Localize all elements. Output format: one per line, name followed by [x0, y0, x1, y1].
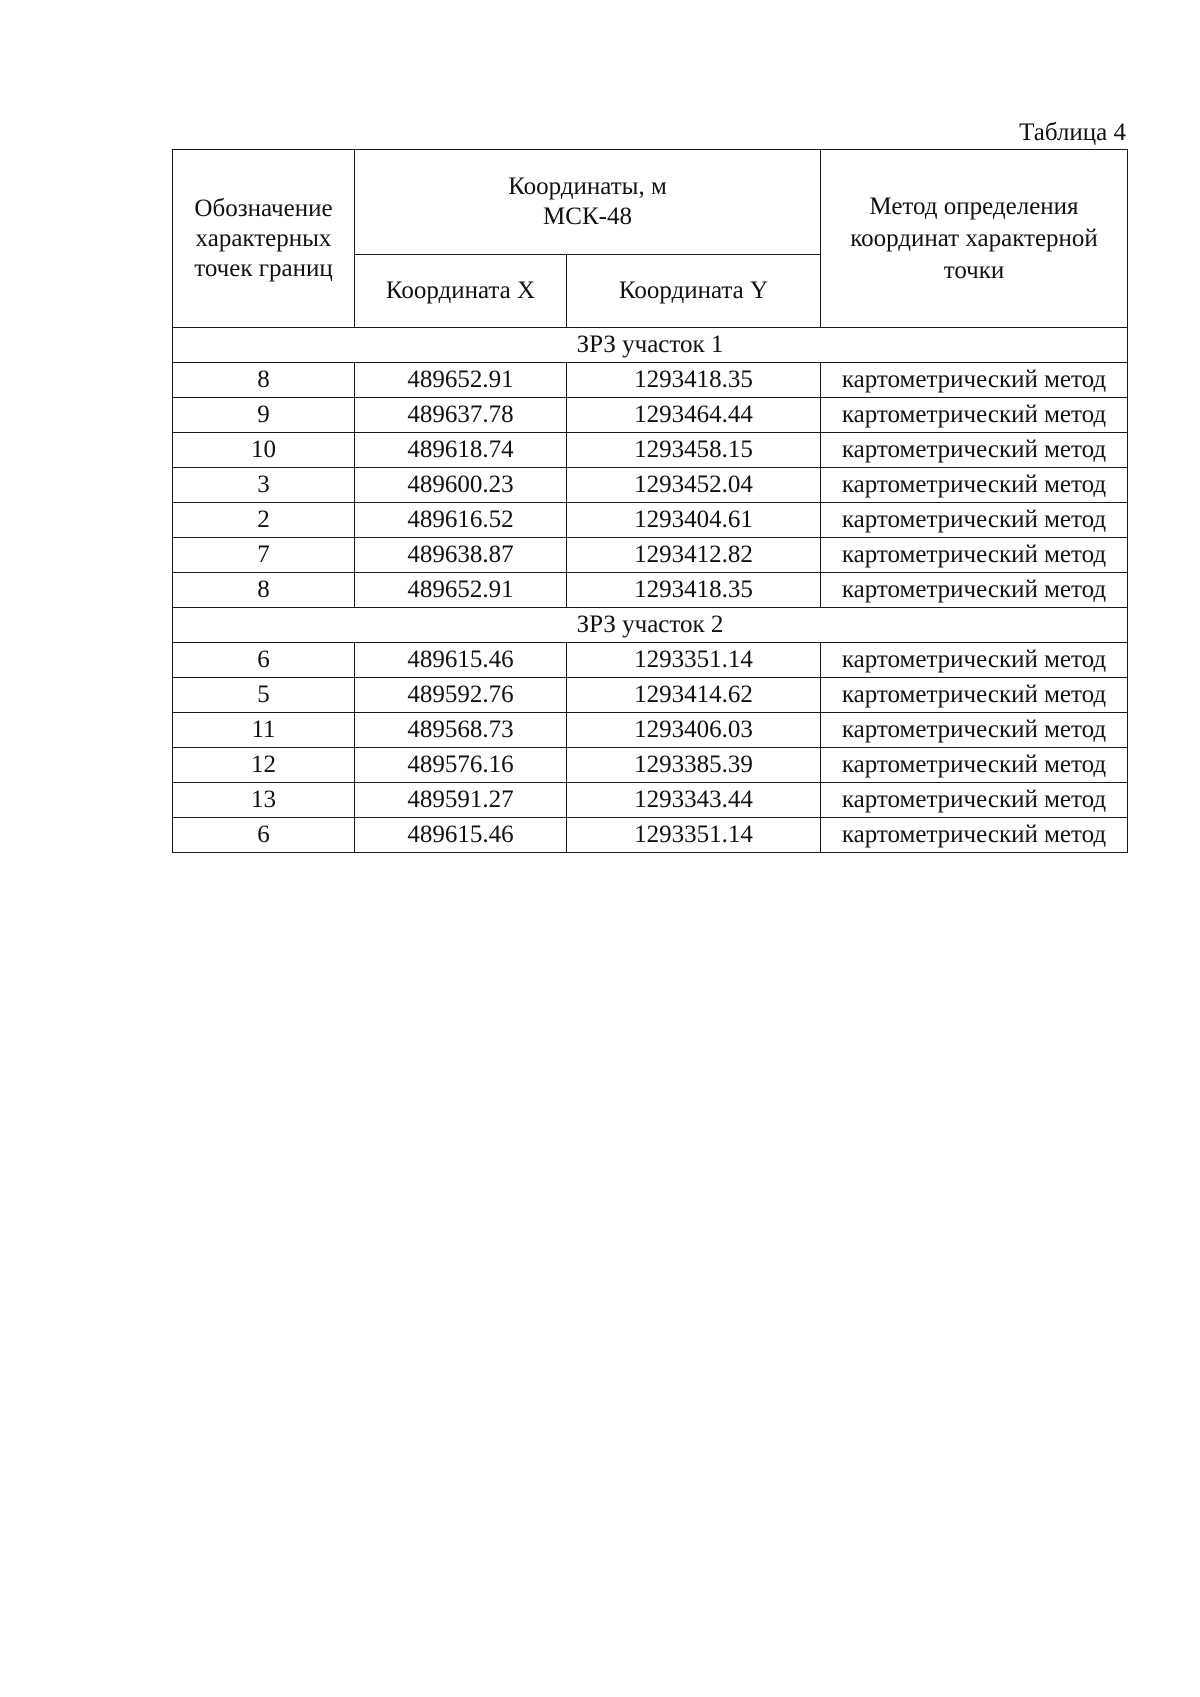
- table-row: [173, 713, 1128, 748]
- x-cell: 489616.52: [355, 503, 567, 538]
- y-cell: 1293404.61: [567, 503, 821, 538]
- method-cell: картометрический метод: [821, 363, 1128, 398]
- method-cell: картометрический метод: [821, 643, 1128, 678]
- table-caption: Таблица 4: [1019, 119, 1126, 146]
- table-row: [173, 398, 1128, 433]
- y-cell: 1293452.04: [567, 468, 821, 503]
- section-row: [173, 328, 1128, 363]
- x-cell: 489568.73: [355, 713, 567, 748]
- point-cell: 8: [173, 363, 355, 398]
- point-cell: 5: [173, 678, 355, 713]
- x-cell: 489652.91: [355, 573, 567, 608]
- x-cell: 489576.16: [355, 748, 567, 783]
- point-cell: 8: [173, 573, 355, 608]
- y-cell: 1293351.14: [567, 818, 821, 853]
- table-row: [173, 468, 1128, 503]
- table-row: [173, 363, 1128, 398]
- point-cell: 13: [173, 783, 355, 818]
- x-cell: 489615.46: [355, 643, 567, 678]
- method-cell: картометрический метод: [821, 398, 1128, 433]
- x-cell: 489615.46: [355, 818, 567, 853]
- x-cell: 489591.27: [355, 783, 567, 818]
- point-cell: 9: [173, 398, 355, 433]
- y-cell: 1293464.44: [567, 398, 821, 433]
- table-row: [173, 433, 1128, 468]
- method-cell: картометрический метод: [821, 503, 1128, 538]
- method-cell: картометрический метод: [821, 713, 1128, 748]
- table-row: [173, 538, 1128, 573]
- header-coordinate-y: Координата Y: [567, 255, 821, 328]
- y-cell: 1293343.44: [567, 783, 821, 818]
- method-cell: картометрический метод: [821, 748, 1128, 783]
- table-body: [173, 328, 1128, 853]
- point-cell: 6: [173, 643, 355, 678]
- method-cell: картометрический метод: [821, 783, 1128, 818]
- point-cell: 3: [173, 468, 355, 503]
- coordinates-table: [172, 149, 1128, 853]
- y-cell: 1293406.03: [567, 713, 821, 748]
- table-row: [173, 643, 1128, 678]
- x-cell: 489600.23: [355, 468, 567, 503]
- table-row: [173, 573, 1128, 608]
- header-coordinate-x: Координата X: [355, 255, 567, 328]
- method-cell: картометрический метод: [821, 573, 1128, 608]
- header-method: Метод определения координат характерной точки: [821, 150, 1128, 328]
- point-cell: 12: [173, 748, 355, 783]
- point-cell: 7: [173, 538, 355, 573]
- method-cell: картометрический метод: [821, 433, 1128, 468]
- y-cell: 1293351.14: [567, 643, 821, 678]
- y-cell: 1293418.35: [567, 363, 821, 398]
- method-cell: картометрический метод: [821, 818, 1128, 853]
- header-designation: Обозначение характерных точек границ: [173, 150, 355, 328]
- x-cell: 489637.78: [355, 398, 567, 433]
- method-cell: картометрический метод: [821, 678, 1128, 713]
- method-cell: картометрический метод: [821, 538, 1128, 573]
- point-cell: 6: [173, 818, 355, 853]
- table-row: [173, 818, 1128, 853]
- y-cell: 1293418.35: [567, 573, 821, 608]
- point-cell: 10: [173, 433, 355, 468]
- y-cell: 1293412.82: [567, 538, 821, 573]
- table-row: [173, 503, 1128, 538]
- x-cell: 489618.74: [355, 433, 567, 468]
- method-cell: картометрический метод: [821, 468, 1128, 503]
- x-cell: 489652.91: [355, 363, 567, 398]
- y-cell: 1293385.39: [567, 748, 821, 783]
- point-cell: 2: [173, 503, 355, 538]
- table-row: [173, 748, 1128, 783]
- y-cell: 1293414.62: [567, 678, 821, 713]
- section-row: [173, 608, 1128, 643]
- table-header: [173, 150, 1128, 328]
- section-title: ЗРЗ участок 2: [173, 608, 1128, 643]
- section-title: ЗРЗ участок 1: [173, 328, 1128, 363]
- x-cell: 489638.87: [355, 538, 567, 573]
- header-coordinates-text: Координаты, м МСК-48: [508, 173, 667, 230]
- header-coordinates: [355, 150, 821, 255]
- table-row: [173, 783, 1128, 818]
- y-cell: 1293458.15: [567, 433, 821, 468]
- table-row: [173, 678, 1128, 713]
- x-cell: 489592.76: [355, 678, 567, 713]
- point-cell: 11: [173, 713, 355, 748]
